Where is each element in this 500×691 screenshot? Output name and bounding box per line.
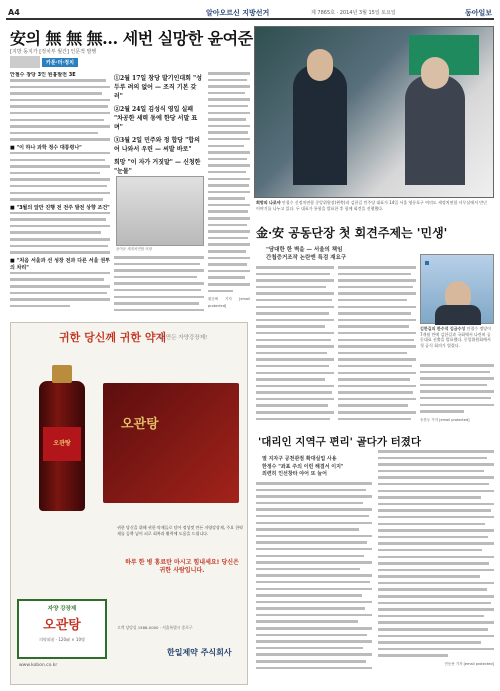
story1-photo-caption: 윤여준 새정치연합 의장: [116, 247, 153, 251]
ad-logo-sub: 의약외품 · 120㎖ × 10병: [39, 637, 85, 642]
ad-product-boxes: [103, 383, 239, 503]
story3-subhead-2: 한정수 "좌표 주의 이런 해결서 이지": [262, 463, 344, 470]
story1-reporter: 황승택 기자 [email protected]: [208, 297, 250, 308]
story3-subhead-3: 외련히 인선창타 야어 또 늘어: [262, 471, 327, 477]
story2-reporter: 송찬우 기자 [email protected]: [420, 417, 470, 422]
story1-subhead: 안철수 창당 3인 원흉발전 3E: [10, 72, 76, 78]
ad-slogan: 귀한 당신께 귀한 약재: [59, 331, 167, 344]
story2-caption-bold: 희망의 나로야: [256, 200, 281, 205]
issue-date: 제 7865호 · 2014년 3월 15일 토요일: [311, 10, 396, 16]
story2-subhead-2: 간첩증거조작 논란엔 특검 재요구: [266, 255, 347, 261]
section-title: 알아오르신 지방선거: [206, 9, 270, 17]
story1-subhead-4: ■ "처음 서울과 선 성장 전과 다른 서울 권투의 차리": [10, 257, 110, 271]
story1-col2b: [114, 256, 204, 320]
ad-slogan-sub: 로 만든 자양강장제!: [159, 335, 208, 341]
story2-headline: 金·安 공동단장 첫 회견주제는 '민생': [256, 226, 448, 240]
story1-thumb: [10, 56, 40, 68]
story1-quote-2: ②2월 24일 김성식 영입 실패 "차공한 세력 동에 한당 서말 표며": [114, 106, 198, 131]
ad-logo-top: 자양 강장제: [47, 606, 77, 612]
story2-col3: [420, 364, 494, 428]
ad-bottle: [39, 381, 85, 511]
advertisement[interactable]: [10, 322, 248, 685]
ad-headline: 하루 한 병 홍료탄 마시고 힘내세요! 당신은 귀한 사람입니다.: [125, 559, 239, 574]
story3-subhead: [262, 456, 344, 479]
story3-subhead-1: 열 지자구 공천관점 확대실업 사용: [262, 456, 337, 462]
story2-photo: [254, 26, 494, 198]
story2-col1: [256, 266, 334, 426]
story1-col1: [10, 72, 110, 320]
ad-url[interactable]: www.kobon.co.kr: [19, 663, 58, 668]
story1-photo: [116, 176, 204, 246]
story1-subhead-3: ■ "3월의 앞만 진행 전 전주 발전 상향 조건": [10, 204, 110, 211]
story3-headline: '대리인 지역구 편리' 골다가 터졌다: [258, 436, 422, 448]
story1-byline: [지방 동지가 [정치부 월간] 인문적 발행: [10, 49, 97, 55]
ad-logo-main: 오관탕: [43, 618, 81, 633]
story2-photo-caption: [256, 200, 492, 211]
newspaper-name: 동아일보: [464, 9, 492, 17]
story2-subhead: [266, 246, 346, 262]
story1-subhead-2: ■ "이 하나 과학 정수 대통령나": [10, 144, 82, 151]
story2-kim-caption: [420, 326, 494, 348]
story3-reporter: 민동용 기자 [email protected]: [444, 662, 494, 666]
story1-quote-3: ③3월 2일 민주와 정 합당 "합의 어 나와서 우린 — 씨발 바로": [114, 137, 200, 153]
story2-kim-photo: [420, 254, 494, 324]
story1-quote-1: ①2월 17일 창당 발기인대회 "성두루 려의 없어 — 조직 기본 갖러": [114, 75, 202, 100]
kim-caption-bold: 김한길의 한수석 김금수성: [420, 326, 466, 331]
story1-tag: 카툰·더·정치: [42, 58, 78, 67]
ad-address: 고객 상담실 1588-0000 · 서울특별시 종로구: [117, 625, 193, 630]
ad-logo: [17, 599, 107, 659]
page-header: [6, 6, 494, 20]
page-number: A4: [8, 8, 20, 17]
ad-bottle-label: 오관탕: [43, 427, 81, 461]
ad-brand: 한일제약 주식회사: [167, 648, 232, 657]
story3-col2: [378, 450, 494, 682]
kim-caption-text: 안철수 정당이 7개월 만에 김한길과 국회에서 나란히 공동대표 선출을 발표했다. 중앙위원회에서 첫 공식 회의가 열렸다.: [420, 326, 492, 348]
story1-quote-box: [114, 74, 204, 174]
story2-caption-text: 안철수 신정치연합 중앙위원장(왼쪽)과 김한길 민주당 대표가 14일 서울 영등포구 여의도 새정치연합 사무실에서 만난 이야기를 나누고 있다. 두 대표가 통합을 발표한 후 함께 회견을 진행했다.: [256, 200, 487, 211]
ad-body: 귀한 당신을 위해 귀한 약재들로 담아 정성껏 만든 자양강장제, 주요 한약재를 듬뿍 넣어 피로 회복과 활력에 도움을 드립니다.: [117, 525, 244, 536]
story1-headline: 安의 無 無 無… 세번 실망한 윤여준: [10, 29, 253, 48]
story3-col1: [256, 482, 372, 682]
story2-col2: [338, 266, 416, 426]
story2-subhead-1: "담대한 한 벽을 — 서울의 책임: [266, 247, 343, 253]
newspaper-page: [6, 6, 494, 685]
ad-box-text: 오관탕: [121, 417, 159, 432]
story1-col3: [208, 72, 250, 320]
story1-quote-4: 희망 "이 자가 거짓말" — 신청한 "눈물": [114, 159, 201, 175]
